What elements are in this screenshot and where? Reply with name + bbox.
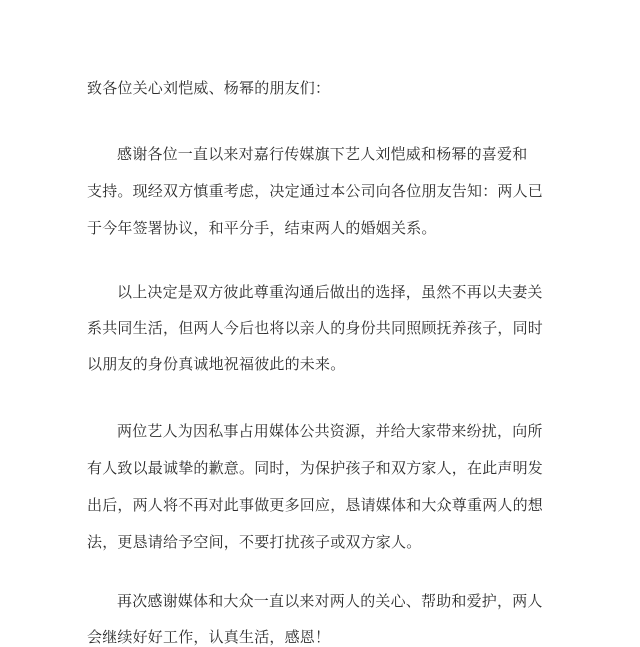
paragraph-line: 法，更恳请给予空间，不要打扰孩子或双方家人。 (87, 533, 422, 551)
paragraph-line: 有人致以最诚挚的歉意。同时，为保护孩子和双方家人，在此声明发 (87, 459, 544, 477)
paragraph-line: 感谢各位一直以来对嘉行传媒旗下艺人刘恺威和杨幂的喜爱和 (117, 145, 528, 163)
paragraph-line: 再次感谢媒体和大众一直以来对两人的关心、帮助和爱护，两人 (117, 592, 543, 610)
paragraph-line: 以朋友的身份真诚地祝福彼此的未来。 (87, 355, 346, 373)
paragraph-line: 以上决定是双方彼此尊重沟通后做出的选择，虽然不再以夫妻关 (117, 283, 543, 301)
paragraph-line: 支持。现经双方慎重考虑，决定通过本公司向各位朋友告知：两人已 (87, 182, 544, 200)
paragraph-line: 两位艺人为因私事占用媒体公共资源，并给大家带来纷扰，向所 (117, 422, 543, 440)
paragraph-line: 会继续好好工作，认真生活，感恩！ (87, 628, 331, 646)
salutation: 致各位关心刘恺威、杨幂的朋友们： (87, 79, 331, 97)
paragraph-line: 系共同生活，但两人今后也将以亲人的身份共同照顾抚养孩子，同时 (87, 319, 544, 337)
paragraph-line: 于今年签署协议，和平分手，结束两人的婚姻关系。 (87, 219, 437, 237)
paragraph-line: 出后，两人将不再对此事做更多回应，恳请媒体和大众尊重两人的想 (87, 496, 544, 514)
